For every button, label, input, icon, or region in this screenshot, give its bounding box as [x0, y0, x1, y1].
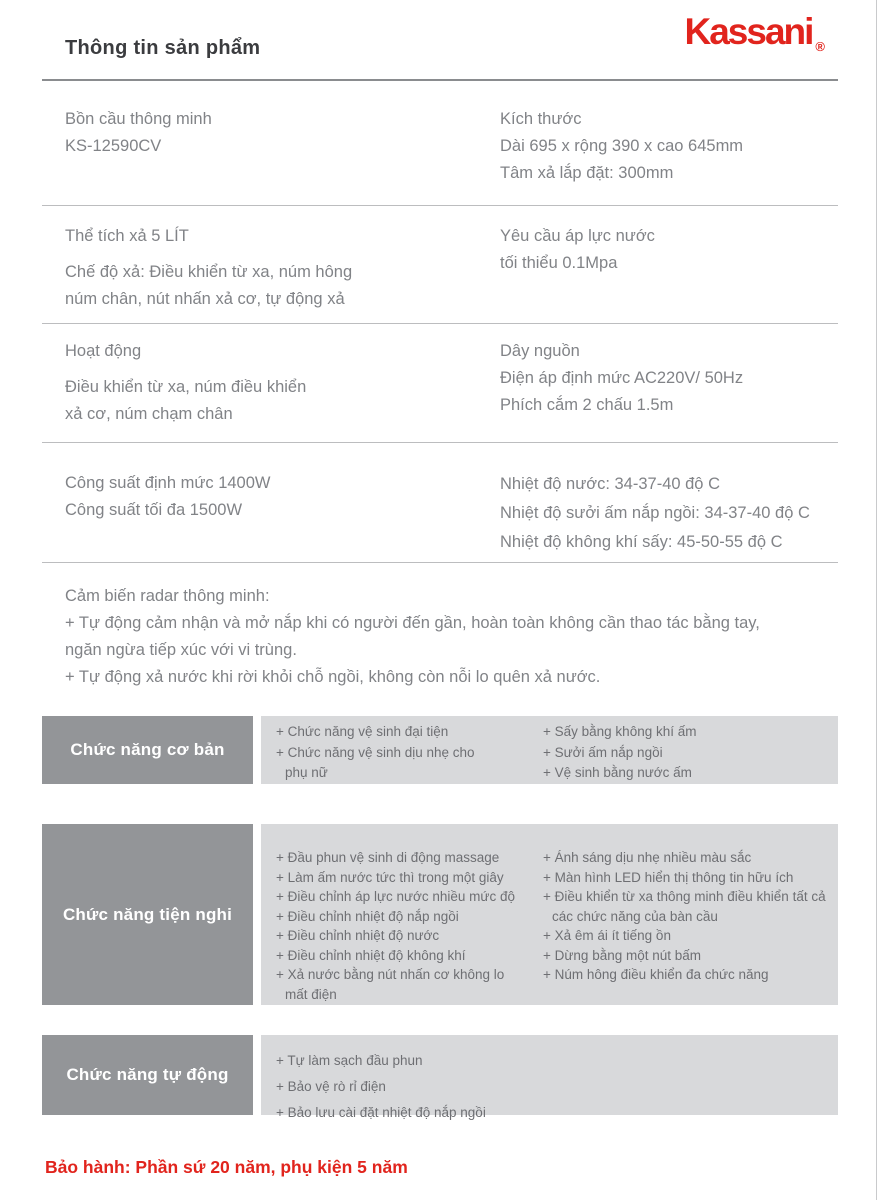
brand-name: Kassani: [684, 11, 813, 52]
feature-block-content: [261, 716, 838, 784]
spacer: [65, 250, 500, 259]
spec-text: tối thiểu 0.1Mpa: [500, 254, 618, 272]
spec-row-operation: [42, 324, 838, 443]
note-text: ngăn ngừa tiếp xúc với vi trùng.: [65, 641, 297, 659]
spec-text: Điều khiển từ xa, núm điều khiển: [65, 378, 307, 396]
spec-text: xả cơ, núm chạm chân: [65, 405, 233, 423]
spec-left-column: [65, 223, 500, 323]
feature-item: + Điều khiển từ xa thông minh điều khiển tất cả các chức năng của bàn cầu: [543, 889, 826, 924]
spec-right-column: [500, 470, 838, 562]
spec-heading: Yêu cầu áp lực nước: [500, 227, 655, 245]
feature-item: + Điều chỉnh nhiệt độ không khí: [276, 947, 466, 963]
spec-heading: Dây nguồn: [500, 342, 580, 360]
feature-block-label: Chức năng tự động: [42, 1035, 253, 1115]
page-title: Thông tin sản phẩm: [65, 37, 261, 59]
note-heading: Cảm biến radar thông minh:: [65, 587, 270, 605]
feature-item: + Núm hông điều khiển đa chức năng: [543, 967, 769, 982]
brand-logo: [684, 11, 825, 54]
feature-item: + Xả nước bằng nút nhấn cơ không lo mất điện: [276, 967, 505, 1002]
feature-item: + Sấy bằng không khí ấm: [543, 724, 697, 739]
feature-block-content: [261, 1035, 838, 1120]
feature-item: + Màn hình LED hiển thị thông tin hữu ích: [543, 869, 794, 885]
feature-block-automatic: [42, 1035, 838, 1120]
spec-text: Tâm xả lắp đặt: 300mm: [500, 164, 674, 182]
feature-item: + Bảo lưu cài đặt nhiệt độ nắp ngồi: [276, 1105, 486, 1120]
spec-right-column: [500, 106, 838, 205]
spec-row-product: [42, 81, 838, 206]
feature-item: + Tự làm sạch đầu phun: [276, 1053, 423, 1068]
note-text: + Tự động xả nước khi rời khỏi chỗ ngồi, không còn nỗi lo quên xả nước.: [65, 668, 601, 686]
spec-left-column: [65, 338, 500, 442]
feature-item: + Xả êm ái ít tiếng ồn: [543, 928, 671, 943]
spec-text: Phích cắm 2 chấu 1.5m: [500, 396, 674, 414]
feature-column: [543, 722, 838, 784]
spec-right-column: [500, 338, 838, 442]
feature-column: [543, 1048, 838, 1126]
spec-text: Công suất định mức 1400W: [65, 474, 271, 492]
spec-text: núm chân, nút nhấn xả cơ, tự động xả: [65, 290, 345, 308]
spec-text: Điện áp định mức AC220V/ 50Hz: [500, 369, 744, 387]
feature-item: + Điều chỉnh nhiệt độ nắp ngồi: [276, 908, 459, 924]
feature-item: + Sưởi ấm nắp ngồi: [543, 744, 663, 760]
header: [42, 0, 838, 81]
spec-text: Chế độ xả: Điều khiển từ xa, núm hông: [65, 263, 353, 281]
spec-right-column: [500, 223, 838, 323]
feature-item: + Chức năng vệ sinh dịu nhẹ cho phụ nữ: [276, 744, 475, 780]
spec-left-column: [65, 106, 500, 205]
spec-text: Nhiệt độ sưởi ấm nắp ngồi: 34-37-40 độ C: [500, 504, 810, 522]
feature-item: + Vệ sinh bằng nước ấm: [543, 765, 692, 780]
radar-sensor-note: [42, 563, 838, 692]
spec-heading: Hoạt động: [65, 342, 142, 360]
feature-item: + Điều chỉnh nhiệt độ nước: [276, 928, 440, 943]
feature-item: + Làm ấm nước tức thì trong một giây: [276, 869, 504, 885]
feature-item: + Dừng bằng một nút bấm: [543, 947, 702, 963]
feature-item: + Điều chỉnh áp lực nước nhiều mức độ: [276, 889, 515, 904]
spec-heading: Thể tích xả 5 LÍT: [65, 227, 189, 245]
spec-left-column: [65, 470, 500, 562]
product-name: Bồn cầu thông minh: [65, 110, 212, 128]
feature-item: + Chức năng vệ sinh đại tiện: [276, 724, 449, 739]
spec-row-flush: [42, 206, 838, 324]
feature-column: [276, 848, 543, 1005]
spec-text: Nhiệt độ nước: 34-37-40 độ C: [500, 475, 720, 493]
spec-text: Nhiệt độ không khí sấy: 45-50-55 độ C: [500, 533, 783, 551]
spec-text: Dài 695 x rộng 390 x cao 645mm: [500, 137, 744, 155]
feature-item: + Bảo vệ rò rỉ điện: [276, 1079, 386, 1094]
feature-block-comfort: [42, 824, 838, 1005]
spec-row-power: [42, 443, 838, 563]
feature-block-label: Chức năng tiện nghi: [42, 824, 253, 1005]
note-text: + Tự động cảm nhận và mở nắp khi có người đến gần, hoàn toàn không cần thao tác bằng tay,: [65, 614, 760, 632]
spec-text: Công suất tối đa 1500W: [65, 501, 243, 519]
feature-item: + Ánh sáng dịu nhẹ nhiều màu sắc: [543, 850, 752, 865]
warranty-note: Bảo hành: Phần sứ 20 năm, phụ kiện 5 năm: [45, 1157, 408, 1177]
feature-block-content: [261, 824, 838, 1005]
product-model: KS-12590CV: [65, 137, 162, 155]
feature-column: [276, 1048, 543, 1126]
spec-heading: Kích thước: [500, 110, 582, 128]
feature-column: [276, 722, 543, 784]
page-edge-line: [876, 0, 877, 1200]
feature-block-basic: [42, 716, 838, 784]
spacer: [65, 365, 500, 374]
feature-block-label: Chức năng cơ bản: [42, 716, 253, 784]
brand-registered-mark: ®: [815, 39, 825, 54]
feature-item: + Đầu phun vệ sinh di động massage: [276, 850, 500, 865]
feature-column: [543, 848, 838, 1005]
